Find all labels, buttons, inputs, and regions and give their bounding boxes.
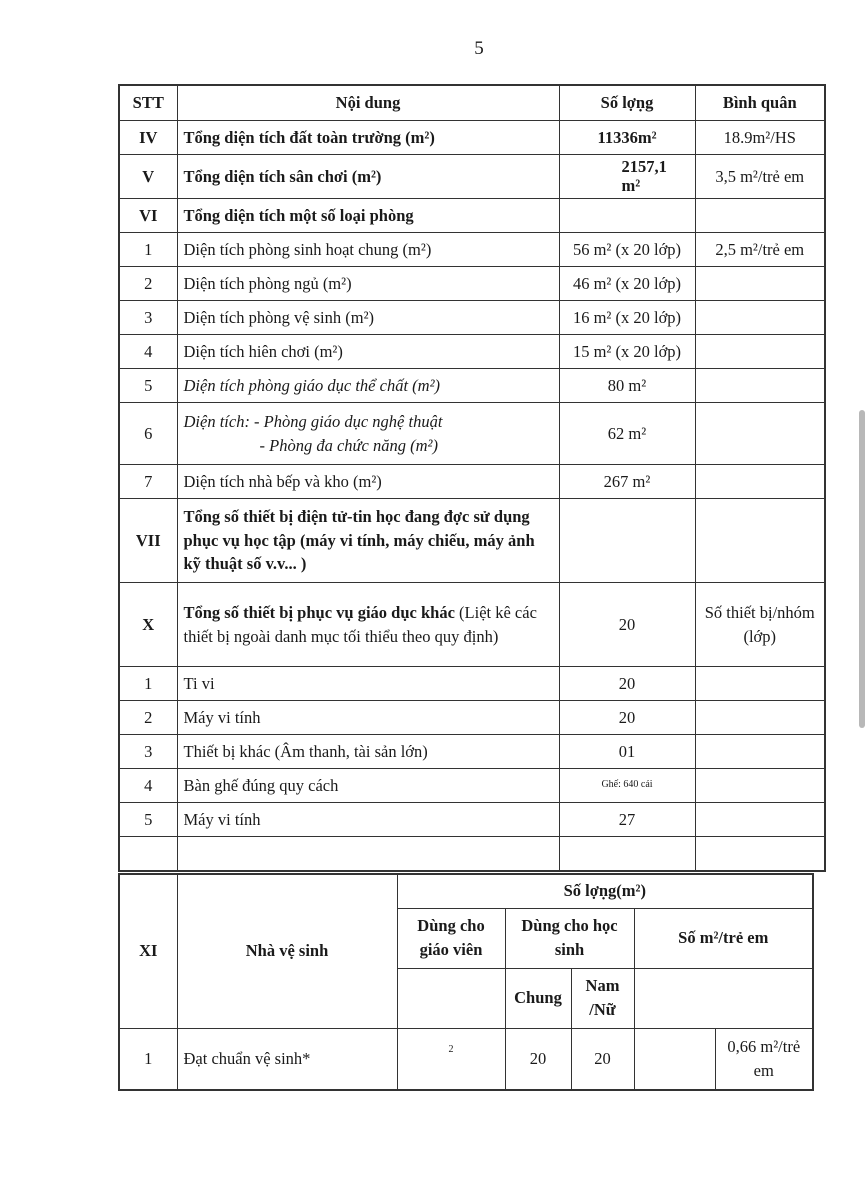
row-content: Diện tích phòng giáo dục thể chất (m²) <box>177 369 559 403</box>
row-stt: VII <box>119 499 177 583</box>
table-row <box>119 267 825 301</box>
row-stt: IV <box>119 121 177 155</box>
row-qty: 20 <box>559 667 695 701</box>
per-child-header: Số m²/trẻ em <box>634 908 813 968</box>
row-stt: 2 <box>119 267 177 301</box>
table-row <box>119 769 825 803</box>
table-row <box>119 369 825 403</box>
table-row <box>119 155 825 199</box>
row-content: Tổng diện tích đất toàn trường (m²) <box>177 121 559 155</box>
table-row <box>119 199 825 233</box>
row-avg <box>695 301 825 335</box>
row-content: Tổng diện tích sân chơi (m²) <box>177 155 559 199</box>
header-row <box>119 85 825 121</box>
header-stt: STT <box>119 85 177 121</box>
table-row <box>119 701 825 735</box>
row-qty: 01 <box>559 735 695 769</box>
table-row <box>119 583 825 667</box>
header-qty: Số lợṇg <box>559 85 695 121</box>
row-qty: 16 m² (x 20 lớp) <box>559 301 695 335</box>
toilet-qty-header: Số lợṇg(m²) <box>397 874 813 908</box>
toilet-stt: XI <box>119 874 177 1028</box>
table-row <box>119 465 825 499</box>
row-avg <box>695 267 825 301</box>
row-avg: 2,5 m²/trẻ em <box>695 233 825 267</box>
row-content: Diện tích hiên chơi (m²) <box>177 335 559 369</box>
table-row <box>119 121 825 155</box>
row-teacher: 2 <box>397 1028 505 1090</box>
row-stt: 1 <box>119 233 177 267</box>
row-content: Diện tích phòng ngủ (m²) <box>177 267 559 301</box>
row-stt: 1 <box>119 1028 177 1090</box>
row-avg: Số thiết bị/nhóm (lớp) <box>695 583 825 667</box>
row-qty-line-1: 2157,1 <box>621 157 667 177</box>
row-content: Bàn ghế đúng quy cách <box>177 769 559 803</box>
page-number: 5 <box>474 38 484 59</box>
row-per-chung <box>634 1028 715 1090</box>
row-qty: 20 <box>559 583 695 667</box>
row-avg <box>695 369 825 403</box>
table-row <box>119 499 825 583</box>
row-content: Tổng số thiết bị điện tử-tin học đang đợc sử dụng phục vụ học tập (máy vi tính, máy chiếu, máy ảnh kỹ thuật số v.v... ) <box>177 499 559 583</box>
row-stt: 5 <box>119 369 177 403</box>
row-content: Tổng diện tích một số loại phòng <box>177 199 559 233</box>
row-qty: 56 m² (x 20 lớp) <box>559 233 695 267</box>
table-row <box>119 1028 813 1090</box>
row-stt: 2 <box>119 701 177 735</box>
row-content: Ti vi <box>177 667 559 701</box>
row-avg <box>695 499 825 583</box>
row-qty: Ghế: 640 cái <box>559 769 695 803</box>
row-content-rest: (Liệt kê các thiết bị ngoài danh mục tối thiểu theo quy định) <box>183 602 537 646</box>
row-qty: 20 <box>559 701 695 735</box>
table-row <box>119 803 825 837</box>
row-content: Diện tích phòng vệ sinh (m²) <box>177 301 559 335</box>
row-chung: 20 <box>505 1028 571 1090</box>
row-avg <box>695 803 825 837</box>
toilet-header-row-1 <box>119 874 813 908</box>
row-qty: 15 m² (x 20 lớp) <box>559 335 695 369</box>
row-content: Đạt chuẩn vệ sinh* <box>177 1028 397 1090</box>
row-content: Diện tích phòng sinh hoạt chung (m²) <box>177 233 559 267</box>
row-content <box>177 403 559 465</box>
row-avg <box>695 465 825 499</box>
row-stt: 1 <box>119 667 177 701</box>
row-qty: 267 m² <box>559 465 695 499</box>
scrollbar[interactable] <box>859 410 865 728</box>
row-stt: 6 <box>119 403 177 465</box>
row-stt: 5 <box>119 803 177 837</box>
teacher-header: Dùng cho giáo viên <box>397 908 505 968</box>
row-qty <box>559 199 695 233</box>
row-qty: 46 m² (x 20 lớp) <box>559 267 695 301</box>
row-qty-line-2: m² <box>621 175 641 195</box>
nam-nu-header: Nam /Nữ <box>571 968 634 1028</box>
row-content <box>177 583 559 667</box>
row-stt: X <box>119 583 177 667</box>
row-content: Máy vi tính <box>177 803 559 837</box>
row-content-line-2: - Phòng đa chức năng (m²) <box>259 435 438 455</box>
row-stt: 3 <box>119 301 177 335</box>
table-row <box>119 233 825 267</box>
row-avg: 3,5 m²/trẻ em <box>695 155 825 199</box>
row-avg <box>695 403 825 465</box>
toilet-title: Nhà vệ sinh <box>177 874 397 1028</box>
row-content-bold: Tổng số thiết bị phục vụ giáo dục khác <box>183 602 455 622</box>
row-qty <box>559 155 695 199</box>
row-qty: 11336m² <box>559 121 695 155</box>
row-stt: 3 <box>119 735 177 769</box>
header-content: Nội dung <box>177 85 559 121</box>
row-content: Diện tích nhà bếp và kho (m²) <box>177 465 559 499</box>
row-stt: VI <box>119 199 177 233</box>
row-qty: 27 <box>559 803 695 837</box>
row-avg: 18.9m²/HS <box>695 121 825 155</box>
row-avg <box>695 769 825 803</box>
student-header: Dùng cho học sinh <box>505 908 634 968</box>
row-stt: 4 <box>119 335 177 369</box>
table-row <box>119 301 825 335</box>
row-content: Thiết bị khác (Âm thanh, tài sản lớn) <box>177 735 559 769</box>
table-row <box>119 735 825 769</box>
facilities-table <box>118 84 826 872</box>
row-avg <box>695 335 825 369</box>
chung-header: Chung <box>505 968 571 1028</box>
toilet-table <box>118 873 814 1091</box>
row-avg <box>695 667 825 701</box>
row-qty: 80 m² <box>559 369 695 403</box>
row-avg <box>695 199 825 233</box>
empty-row <box>119 837 825 871</box>
row-stt: 7 <box>119 465 177 499</box>
row-content-line-1: Diện tích: - Phòng giáo dục nghệ thuật <box>183 411 443 431</box>
row-per-nam-nu: 0,66 m²/trẻ em <box>715 1028 813 1090</box>
row-avg <box>695 701 825 735</box>
table-row <box>119 335 825 369</box>
header-avg: Bình quân <box>695 85 825 121</box>
row-stt: V <box>119 155 177 199</box>
row-avg <box>695 735 825 769</box>
row-stt: 4 <box>119 769 177 803</box>
table-row <box>119 403 825 465</box>
table-row <box>119 667 825 701</box>
row-qty: 62 m² <box>559 403 695 465</box>
row-qty <box>559 499 695 583</box>
row-nam-nu: 20 <box>571 1028 634 1090</box>
row-content: Máy vi tính <box>177 701 559 735</box>
